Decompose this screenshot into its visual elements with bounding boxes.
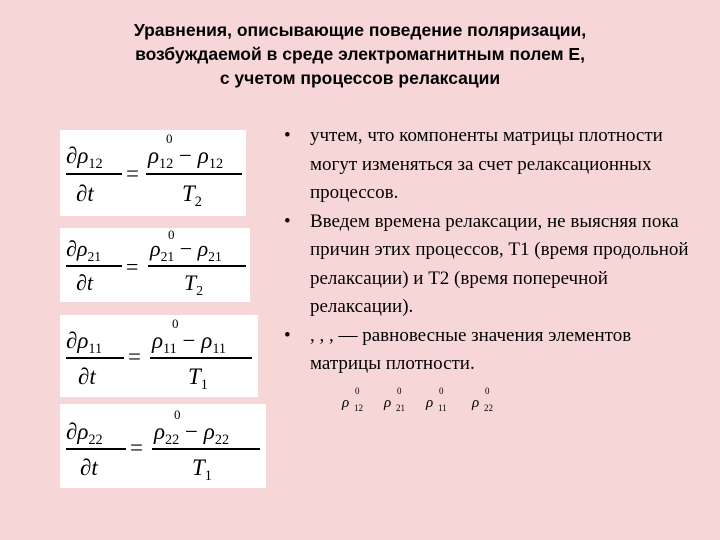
rho0-22-symbol: ρ 0 22 [472,386,493,413]
equation-rho11: $\partial\rho_{11}$ ∂t = 0 $\rho_{11} - \rho_{11}$ $T_1$ [60,315,258,397]
title-line-3: с учетом процессов релаксации [219,68,501,88]
bullet-item-1 [282,122,702,208]
bullet-dot: • [284,210,291,232]
bullet-dot: • [284,324,291,346]
bullet-text-1: учтем, что компоненты матрицы плотности могут изменяться за счет релаксационных процессов. [310,125,663,203]
rho0-12-symbol: ρ 0 12 [342,386,363,413]
bullet-text-3: , , , — равновесные значения элементов матрицы плотности. [310,324,632,374]
equation-rho12: $\partial\rho_{12}$ ∂t = 0 $\rho_{12} - \rho_{12}$ $T_2$ [60,130,246,216]
rho0-21-symbol: ρ 0 21 [384,386,405,413]
equation-rho21: $\partial\rho_{21}$ ∂t = 0 $\rho_{21} - \rho_{21}$ $T_2$ [60,228,250,302]
bullet-item-3 [282,322,702,379]
bullet-dot: • [284,125,291,146]
title-line-2: возбуждаемой в среде электромагнитным полем E, [135,44,585,64]
equation-rho22: $\partial\rho_{22}$ ∂t = 0 $\rho_{22} - \rho_{22}$ $T_1$ [60,404,266,488]
bullet-item-2 [282,208,702,322]
slide-title [20,18,700,90]
title-line-1: Уравнения, описывающие поведение поляризации, [133,20,587,40]
rho0-11-symbol: ρ 0 11 [426,386,447,413]
bullet-text-2: Введем времена релаксации, не выясняя пока причин этих процессов, T1 (время продольной релаксации) и T2 (время поперечной релаксации). [310,210,689,317]
bullet-list [282,122,702,379]
